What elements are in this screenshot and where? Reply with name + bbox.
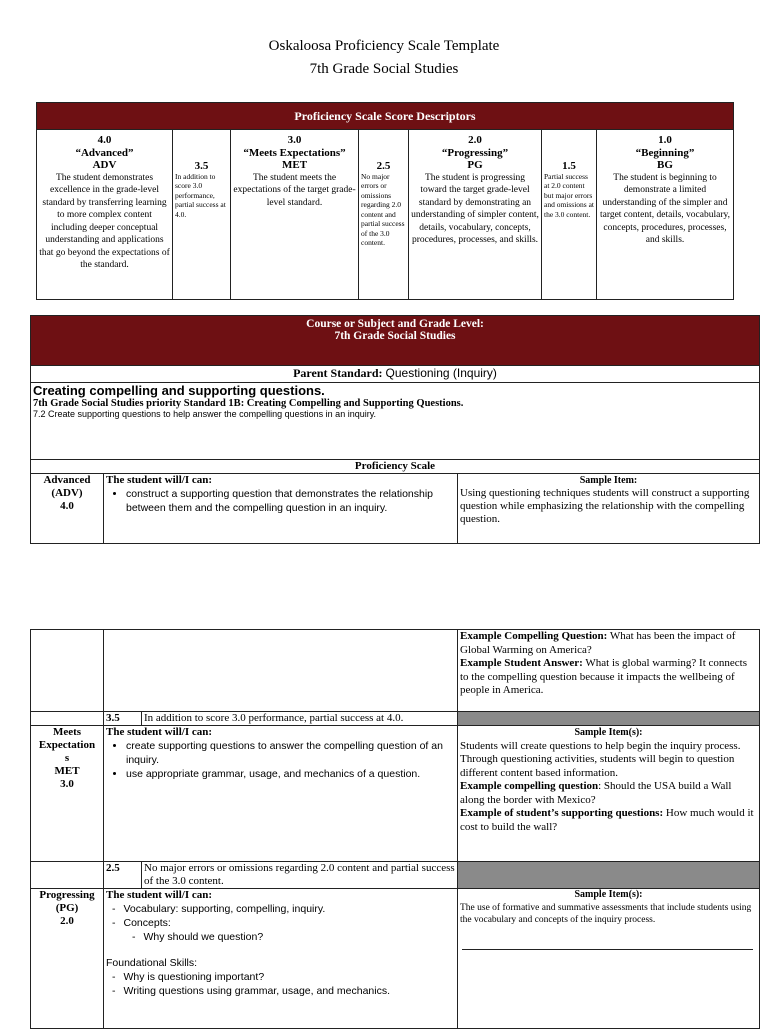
- level-score: 4.0: [60, 500, 74, 512]
- score-2-5-text: No major errors or omissions regarding 2.0 content and partial success of the 3.0 content.: [142, 862, 458, 889]
- course-line-2: 7th Grade Social Studies: [334, 330, 456, 342]
- sample-item-text: Using questioning techniques students will construct a supporting question while emphasizing the relationship with the compelling question.: [460, 487, 750, 525]
- level-abbr: (PG): [55, 902, 79, 914]
- descriptor-abbr: MET: [281, 159, 308, 171]
- descriptor-text: In addition to score 3.0 performance, partial success at 4.0.: [175, 171, 226, 219]
- sample-item-label: Sample Item:: [579, 475, 638, 486]
- course-standard-table: [30, 315, 760, 544]
- score-descriptors-table: [36, 102, 734, 300]
- example-question: What has been the impact of Global Warming on America?: [460, 630, 736, 656]
- descriptor-name: “Meets Expectations”: [243, 146, 346, 159]
- proficiency-scale-label: Proficiency Scale: [31, 460, 760, 474]
- standard-description: [31, 383, 760, 460]
- descriptor-text: The student meets the expectations of the target grade-level standard.: [233, 172, 356, 208]
- parent-standard-label: Parent Standard:: [293, 366, 383, 380]
- parent-standard-value: Questioning (Inquiry): [385, 366, 497, 380]
- descriptors-heading: Proficiency Scale Score Descriptors: [37, 103, 734, 130]
- descriptor-score: 2.0: [468, 134, 482, 146]
- meets-label: [31, 726, 104, 862]
- list-item: - Why should we question?: [146, 930, 455, 944]
- priority-standard: 7th Grade Social Studies priority Standard 1B: Creating Compelling and Supporting Questions.: [33, 398, 464, 409]
- level-score: 2.0: [60, 915, 74, 927]
- level-score: 3.0: [60, 778, 74, 790]
- descriptor-text: The student is beginning to demonstrate a limited understanding of the simpler and target content, details, vocabulary, concepts, procedures, processes, and skills.: [599, 172, 731, 245]
- descriptor-2-5: [359, 130, 409, 300]
- example-supporting-label: Example of student’s supporting questions:: [460, 807, 664, 819]
- example-answer: What is global warming? It connects to the compelling question because it impacts the wellbeing of people in America.: [460, 657, 747, 696]
- will-can-label: The student will/I can:: [106, 726, 213, 738]
- advanced-label: [31, 474, 104, 544]
- grey-cell: [458, 862, 760, 889]
- sample-item-text: The use of formative and summative assessments that include students using the vocabulary and concepts of the inquiry process.: [460, 902, 752, 925]
- proficiency-levels-table: [30, 629, 760, 1029]
- blank-cell: [31, 862, 104, 889]
- descriptor-name: “Advanced”: [75, 146, 134, 159]
- example-answer-label: Example Student Answer:: [460, 657, 583, 669]
- example-question-label: Example compelling question: [460, 780, 599, 792]
- level-abbr: MET: [54, 765, 80, 777]
- list-item: • create supporting questions to answer the compelling question of an inquiry.: [126, 739, 455, 767]
- descriptor-abbr: PG: [467, 159, 483, 171]
- advanced-examples: [458, 630, 760, 712]
- descriptor-3-5: [173, 130, 231, 300]
- descriptor-2-0: [409, 130, 542, 300]
- level-name: Expectation: [38, 739, 96, 751]
- level-name: s: [64, 752, 70, 764]
- level-name: Advanced: [43, 474, 91, 486]
- course-line-1: Course or Subject and Grade Level:: [306, 318, 484, 330]
- list-item: - Concepts:: [126, 916, 455, 930]
- descriptor-score: 1.5: [562, 160, 576, 172]
- blank-cell: [104, 630, 458, 712]
- progressing-will-can: [104, 889, 458, 1029]
- will-can-label: The student will/I can:: [106, 474, 213, 486]
- progressing-list: [106, 902, 455, 930]
- descriptor-abbr: BG: [657, 159, 673, 171]
- list-item: • construct a supporting question that demonstrates the relationship between them and the compelling question in an inquiry.: [126, 487, 455, 515]
- progressing-sublist: [106, 930, 455, 944]
- foundational-skills-label: Foundational Skills:: [106, 957, 198, 969]
- sample-item-text: Students will create questions to help begin the inquiry process. Through questioning activities, students will begin to question different content based information.: [460, 739, 741, 779]
- blank-cell: [31, 630, 104, 712]
- descriptor-score: 3.0: [287, 134, 302, 146]
- level-name: Meets: [52, 726, 82, 738]
- list-item: - Writing questions using grammar, usage, and mechanics.: [126, 984, 455, 998]
- descriptor-text: The student is progressing toward the target grade-level standard by demonstrating an understanding of simpler content, details, vocabulary, concepts, procedures, processes, and skills.: [411, 172, 539, 245]
- example-question: : Should the USA build a Wall along the border with Mexico?: [460, 780, 732, 806]
- descriptor-score: 1.0: [658, 134, 672, 146]
- level-name: Progressing: [39, 889, 95, 901]
- descriptor-text: No major errors or omissions regarding 2.0 content and partial success of the 3.0 content.: [361, 171, 405, 247]
- parent-standard: [31, 366, 760, 383]
- will-can-label: The student will/I can:: [106, 889, 213, 901]
- example-question-label: Example Compelling Question:: [460, 630, 608, 642]
- descriptor-4-0: [37, 130, 173, 300]
- descriptor-1-0: [597, 130, 734, 300]
- descriptor-score: 3.5: [194, 160, 209, 172]
- document-title: Oskaloosa Proficiency Scale Template: [268, 38, 500, 54]
- score-3-5-text: In addition to score 3.0 performance, partial success at 4.0.: [142, 712, 458, 726]
- progressing-sample: [458, 889, 760, 1029]
- advanced-will-can: [104, 474, 458, 544]
- descriptor-text: Partial success at 2.0 content but major errors and omissions at the 3.0 content.: [544, 171, 594, 219]
- meets-will-can: [104, 726, 458, 862]
- descriptor-abbr: ADV: [92, 159, 117, 171]
- descriptor-name: “Progressing”: [441, 146, 509, 159]
- advanced-bullets: [106, 487, 455, 515]
- descriptor-name: “Beginning”: [635, 146, 695, 159]
- descriptor-1-5: [542, 130, 597, 300]
- grey-cell: [458, 712, 760, 726]
- progressing-label: [31, 889, 104, 1029]
- descriptor-score: 4.0: [97, 134, 112, 146]
- score-2-5: 2.5: [104, 862, 142, 889]
- sample-items-label: Sample Item(s):: [574, 727, 643, 738]
- meets-bullets: [106, 739, 455, 781]
- descriptor-score: 2.5: [376, 160, 391, 172]
- list-item: - Vocabulary: supporting, compelling, inquiry.: [126, 902, 455, 916]
- meets-sample: [458, 726, 760, 862]
- score-3-5: 3.5: [104, 712, 142, 726]
- document-subtitle: 7th Grade Social Studies: [309, 61, 459, 77]
- list-item: • use appropriate grammar, usage, and mechanics of a question.: [126, 767, 455, 781]
- answer-line: [462, 949, 753, 950]
- list-item: - Why is questioning important?: [126, 970, 455, 984]
- advanced-sample: [458, 474, 760, 544]
- course-header: [31, 316, 760, 366]
- sample-items-label: Sample Item(s):: [574, 889, 643, 900]
- descriptor-3-0: [231, 130, 359, 300]
- foundational-skills-list: [106, 970, 455, 998]
- level-abbr: (ADV): [51, 487, 83, 499]
- sub-standard: 7.2 Create supporting questions to help answer the compelling questions in an inquiry.: [33, 409, 377, 419]
- blank-cell: [31, 712, 104, 726]
- descriptor-text: The student demonstrates excellence in the grade-level standard by transferring learning to more complex content including deeper conceptual understanding and applications that go beyond the expectations of the standard.: [39, 172, 170, 270]
- standard-heading: Creating compelling and supporting questions.: [33, 383, 325, 398]
- example-supporting: How much would it cost to build the wall?: [460, 807, 754, 833]
